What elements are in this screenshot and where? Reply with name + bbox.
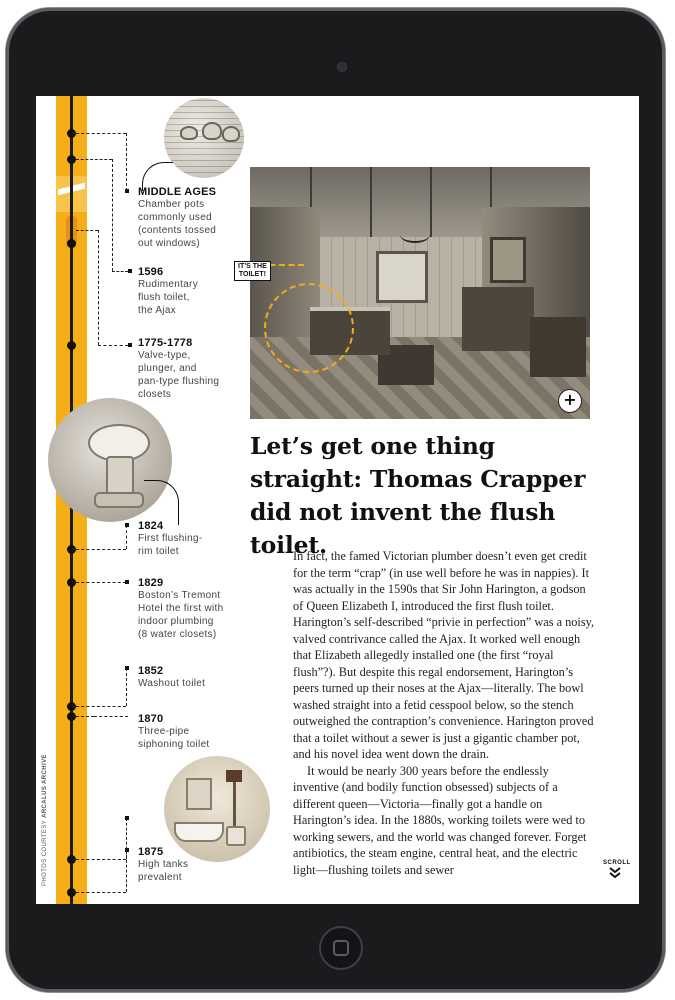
timeline-entry-1824 bbox=[138, 520, 203, 558]
timeline-description: First flushing- rim toilet bbox=[138, 533, 203, 557]
timeline-tick bbox=[125, 848, 129, 852]
timeline-entry-1829 bbox=[138, 577, 223, 641]
timeline-entry-1596 bbox=[138, 266, 198, 317]
plus-icon[interactable]: + bbox=[558, 389, 582, 413]
timeline-connector bbox=[126, 850, 127, 892]
photo-credit: PHOTOS COURTESY ARCALUS ARCHIVE bbox=[42, 754, 48, 886]
timeline-connector bbox=[76, 706, 126, 707]
timeline-dot bbox=[67, 545, 76, 554]
timeline-dot bbox=[67, 702, 76, 711]
timeline-connector bbox=[76, 159, 112, 160]
timeline-tick bbox=[125, 523, 129, 527]
timeline-connector bbox=[126, 525, 127, 549]
timeline-dot bbox=[67, 712, 76, 721]
timeline-year: 1829 bbox=[138, 577, 164, 589]
timeline-connector bbox=[94, 716, 128, 717]
timeline-connector bbox=[76, 859, 126, 860]
timeline-description: Valve-type, plunger, and pan-type flushing closets bbox=[138, 350, 220, 400]
article-paragraph: It would be nearly 300 years before the endlessly inventive (and bodily function obsessed) subjects of a different queen—Victoria—finally got a handle on Harington’s idea. In the 1880s, working toilets were wed to working sewers, and the world was changed forever. Forget antibiotics, the steam engine, central heat, and the electric light—flushing toilets and sewer bbox=[293, 763, 587, 877]
timeline-tick bbox=[125, 816, 129, 820]
article-paragraph: In fact, the famed Victorian plumber doesn’t even get credit for the term “crap” (in use well before he was in nappies). It was actually in the 1590s that Sir John Harington, a godson of Queen Elizabeth I, introduced the first flush toilet. Harington’s self-described “privie in perfection” was a noisy, valved contrivance called the Ajax. It worked well enough that Elizabeth allegedly installed one (the first “royal flush”?). But despite this regal endorsement, Harington’s peers turned up their noses at the Ajax—literally. The bowl washed straight into a fetid cesspool below, so the stench outweighed the contraption’s convenience. Harington proved that a toilet without a sewer is just a gigantic chamber pot, and his novel idea went down the drain. bbox=[293, 549, 595, 761]
timeline-dot bbox=[67, 129, 76, 138]
toilet-callout-label: IT’S THE TOILET! bbox=[234, 261, 271, 281]
timeline-dot bbox=[67, 578, 76, 587]
scroll-indicator[interactable] bbox=[603, 860, 631, 881]
victorian-bathroom-illustration[interactable] bbox=[250, 167, 590, 419]
timeline-connector bbox=[76, 549, 126, 550]
timeline-year: 1824 bbox=[138, 520, 164, 532]
timeline-connector bbox=[98, 345, 128, 346]
article-body bbox=[293, 548, 597, 878]
timeline-entry-1852 bbox=[138, 665, 205, 690]
timeline-year: 1596 bbox=[138, 266, 164, 278]
callout-hook bbox=[144, 480, 179, 525]
chamber-pot-image[interactable] bbox=[164, 98, 244, 178]
timeline-connector bbox=[112, 159, 113, 271]
timeline-entry-1775-1778 bbox=[138, 337, 219, 401]
timeline-description: Rudimentary flush toilet, the Ajax bbox=[138, 279, 198, 316]
home-button[interactable] bbox=[319, 926, 363, 970]
article-headline: Let’s get one thing straight: Thomas Crapper did not invent the flush toilet. bbox=[250, 432, 586, 559]
photo-credit-name: ARCALUS ARCHIVE bbox=[42, 754, 48, 818]
timeline-year: 1875 bbox=[138, 846, 164, 858]
timeline-connector bbox=[112, 271, 128, 272]
timeline-description: Washout toilet bbox=[138, 678, 206, 689]
timeline-tick bbox=[125, 189, 129, 193]
timeline-dot bbox=[67, 239, 76, 248]
timeline-connector bbox=[126, 668, 127, 706]
timeline-year: MIDDLE AGES bbox=[138, 186, 217, 198]
double-chevron-down-icon bbox=[603, 866, 627, 881]
timeline-dot bbox=[67, 155, 76, 164]
scroll-label: SCROLL bbox=[603, 860, 631, 866]
timeline-connector bbox=[76, 716, 94, 717]
toilet-highlight-ring bbox=[264, 283, 354, 373]
timeline-entry-1875 bbox=[138, 846, 188, 884]
timeline-description: High tanks prevalent bbox=[138, 859, 189, 883]
magazine-page bbox=[36, 96, 639, 904]
timeline-connector bbox=[76, 133, 126, 134]
timeline-connector bbox=[76, 582, 126, 583]
timeline-description: Three-pipe siphoning toilet bbox=[138, 726, 210, 750]
timeline-dot bbox=[67, 855, 76, 864]
timeline-year: 1852 bbox=[138, 665, 164, 677]
timeline-tick bbox=[125, 666, 129, 670]
timeline-description: Chamber pots commonly used (contents tossed out windows) bbox=[138, 199, 217, 249]
timeline-description: Boston’s Tremont Hotel the first with indoor plumbing (8 water closets) bbox=[138, 590, 224, 640]
timeline-tick bbox=[125, 580, 129, 584]
timeline-tick bbox=[128, 269, 132, 273]
timeline-tick bbox=[128, 343, 132, 347]
timeline-year: 1870 bbox=[138, 713, 164, 725]
timeline-dot bbox=[67, 341, 76, 350]
timeline-entry-middle-ages bbox=[138, 186, 216, 250]
timeline-connector bbox=[76, 892, 126, 893]
timeline-connector bbox=[98, 230, 99, 345]
timeline-entry-1870 bbox=[138, 713, 210, 751]
timeline-year: 1775-1778 bbox=[138, 337, 193, 349]
timeline-connector bbox=[76, 230, 98, 231]
timeline-dot bbox=[67, 888, 76, 897]
front-camera bbox=[337, 62, 347, 72]
timeline-connector bbox=[126, 133, 127, 191]
